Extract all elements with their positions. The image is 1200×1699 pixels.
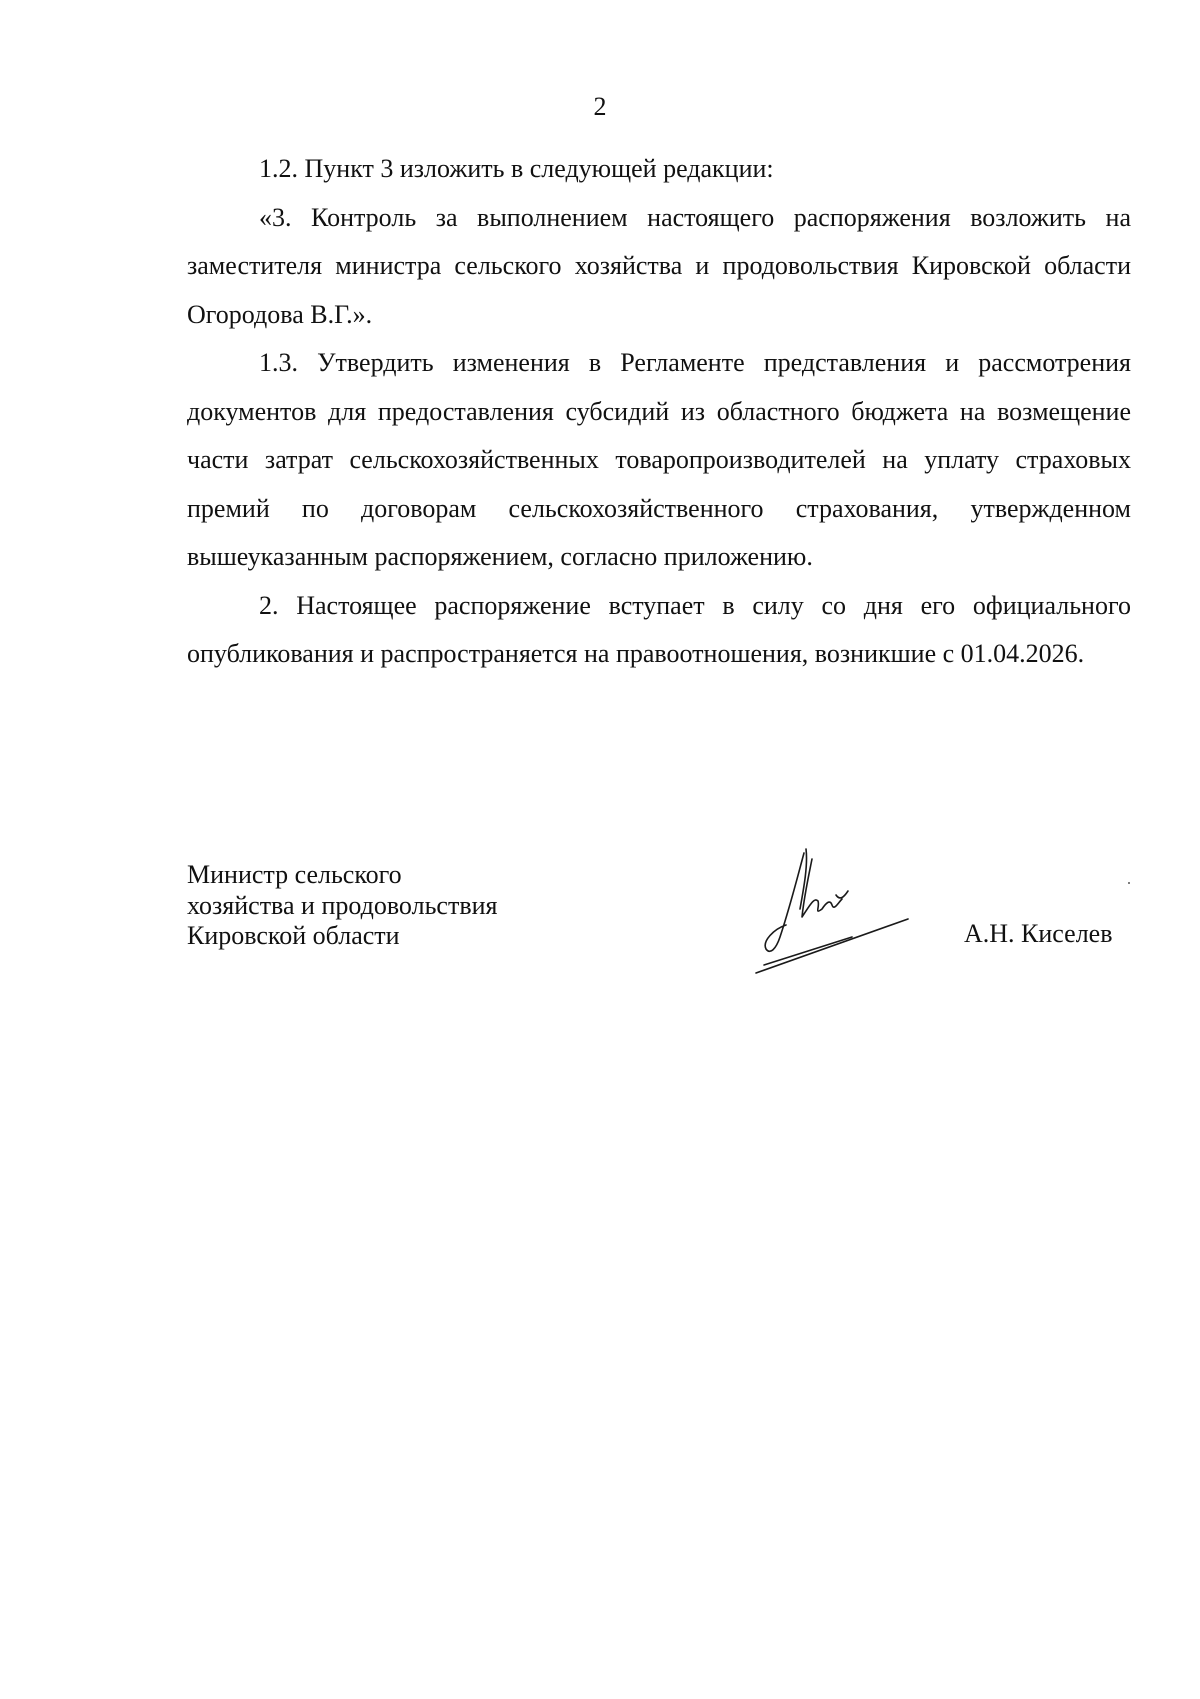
paragraph-1-2: 1.2. Пункт 3 изложить в следующей редакции: [259, 154, 774, 183]
paragraph-2: 2. Настоящее распоряжение вступает в силу со дня его официального опубликования и распространяется на правоотношения, возникшие с 01.04.2026. [187, 590, 1131, 668]
signatory-name: А.Н. Киселев [964, 919, 1113, 948]
paragraph-1-3: 1.3. Утвердить изменения в Регламенте представления и рассмотрения документов для предоставления субсидий из областного бюджета на возмещение части затрат сельскохозяйственных товаропроизводителей на уплату страховых премий по договорам сельскохозяйственного страхования, утвержденном вышеуказанным распоряжением, согласно приложению. [187, 348, 1131, 571]
document-body [187, 145, 1131, 679]
signature-icon [752, 845, 912, 975]
page-number: 2 [593, 92, 607, 121]
signatory-title-line: хозяйства и продовольствия [187, 890, 498, 920]
scan-speck [1128, 882, 1130, 884]
signatory-title-line: Министр сельского [187, 860, 402, 889]
signatory-title-line: Кировской области [187, 921, 400, 950]
signatory-title [187, 860, 607, 952]
paragraph-quote-3: «3. Контроль за выполнением настоящего распоряжения возложить на заместителя министра сельского хозяйства и продовольствия Кировской области Огородова В.Г.». [187, 202, 1131, 329]
